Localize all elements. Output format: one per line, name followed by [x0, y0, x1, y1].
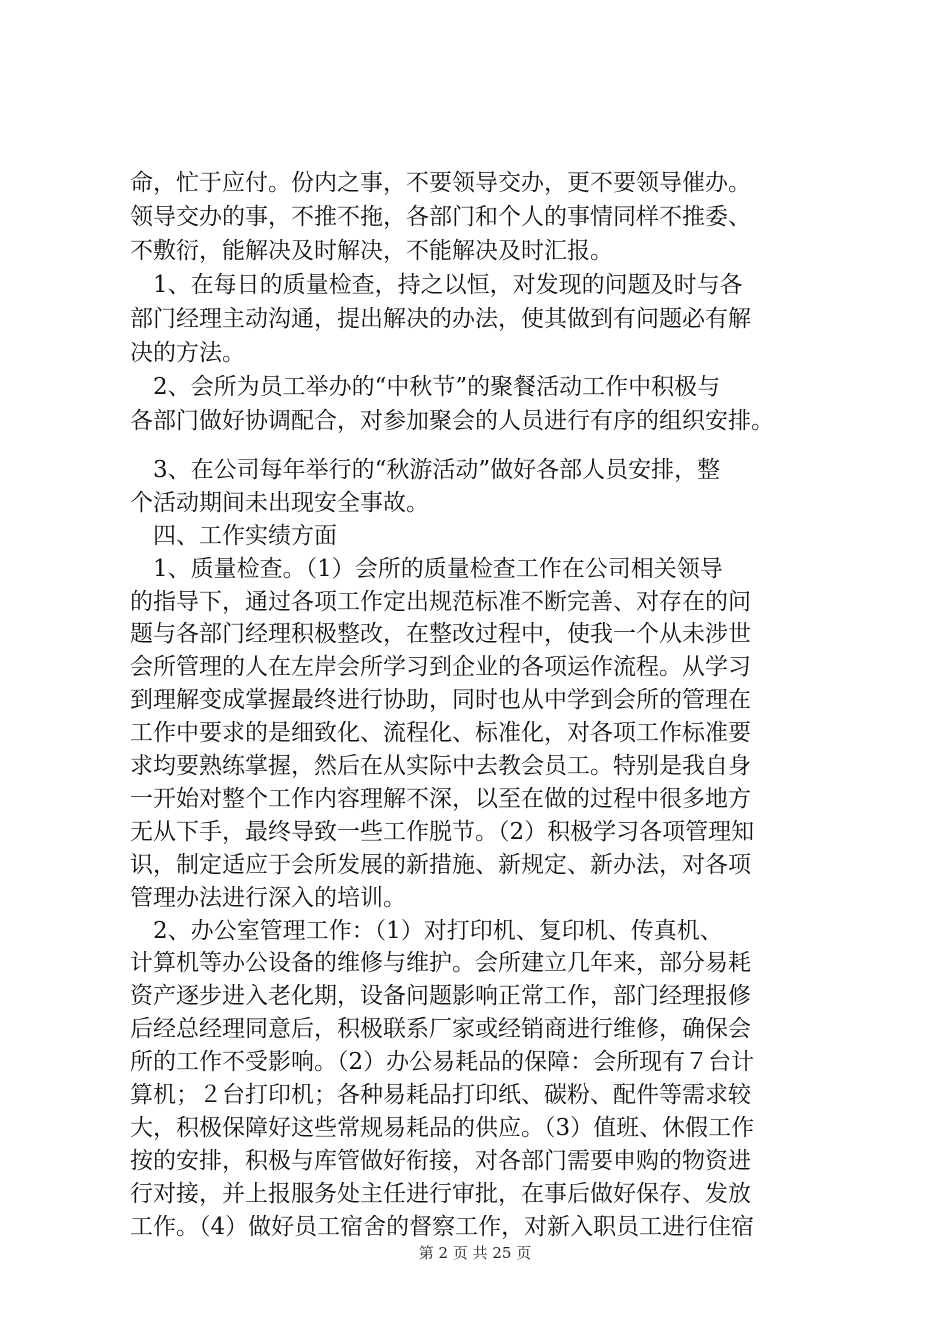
text-line: 3、在公司每年举行的“秋游活动”做好各部人员安排，整 — [130, 457, 721, 483]
text-line: 管理办法进行深入的培训。 — [130, 885, 406, 911]
text-line: 部门经理主动沟通，提出解决的办法，使其做到有问题必有解 — [130, 306, 751, 332]
text-line: 一开始对整个工作内容理解不深，以至在做的过程中很多地方 — [130, 786, 751, 812]
text-line: 领导交办的事，不推不拖，各部门和个人的事情同样不推委、 — [130, 204, 751, 230]
page-number: 第 2 页 共 25 页 — [418, 1244, 532, 1262]
text-line: 资产逐步进入老化期，设备问题影响正常工作，部门经理报修 — [130, 983, 751, 1009]
text-line: 1、质量检查。（1）会所的质量检查工作在公司相关领导 — [130, 556, 723, 582]
text-line: 2、办公室管理工作：（1）对打印机、复印机、传真机、 — [130, 918, 723, 944]
text-line: 所的工作不受影响。（2）办公易耗品的保障：会所现有７台计 — [130, 1049, 755, 1075]
text-line: 工作。（4）做好员工宿舍的督察工作，对新入职员工进行住宿 — [130, 1214, 755, 1240]
text-line: 的指导下，通过各项工作定出规范标准不断完善、对存在的问 — [130, 589, 751, 615]
text-line: 求均要熟练掌握，然后在从实际中去教会员工。特别是我自身 — [130, 753, 751, 779]
text-line: 题与各部门经理积极整改，在整改过程中，使我一个从未涉世 — [130, 621, 751, 647]
text-line: 不敷衍，能解决及时解决，不能解决及时汇报。 — [130, 238, 613, 264]
text-line: 行对接，并上报服务处主任进行审批，在事后做好保存、发放 — [130, 1181, 751, 1207]
text-line: 2、会所为员工举办的“中秋节”的聚餐活动工作中积极与 — [130, 374, 721, 400]
text-line: 按的安排，积极与库管做好衔接，对各部门需要申购的物资进 — [130, 1148, 751, 1174]
text-line: 算机；２台打印机；各种易耗品打印纸、碳粉、配件等需求较 — [130, 1082, 751, 1108]
section-heading: 四、工作实绩方面 — [130, 523, 337, 549]
text-line: 1、在每日的质量检查，持之以恒，对发现的问题及时与各 — [130, 272, 743, 298]
text-line: 命，忙于应付。份内之事，不要领导交办，更不要领导催办。 — [130, 170, 751, 196]
text-line: 计算机等办公设备的维修与维护。会所建立几年来，部分易耗 — [130, 950, 751, 976]
text-line: 大，积极保障好这些常规易耗品的供应。（3）值班、休假工作 — [130, 1115, 755, 1141]
text-line: 工作中要求的是细致化、流程化、标准化，对各项工作标准要 — [130, 720, 751, 746]
text-line: 后经总经理同意后，积极联系厂家或经销商进行维修，确保会 — [130, 1016, 751, 1042]
text-line: 会所管理的人在左岸会所学习到企业的各项运作流程。从学习 — [130, 654, 751, 680]
text-line: 决的方法。 — [130, 340, 245, 366]
text-line: 识，制定适应于会所发展的新措施、新规定、新办法，对各项 — [130, 852, 751, 878]
text-line: 无从下手，最终导致一些工作脱节。（2）积极学习各项管理知 — [130, 819, 755, 845]
text-line: 到理解变成掌握最终进行协助，同时也从中学到会所的管理在 — [130, 687, 751, 713]
text-line: 各部门做好协调配合，对参加聚会的人员进行有序的组织安排。 — [130, 408, 774, 434]
text-line: 个活动期间未出现安全事故。 — [130, 490, 429, 516]
